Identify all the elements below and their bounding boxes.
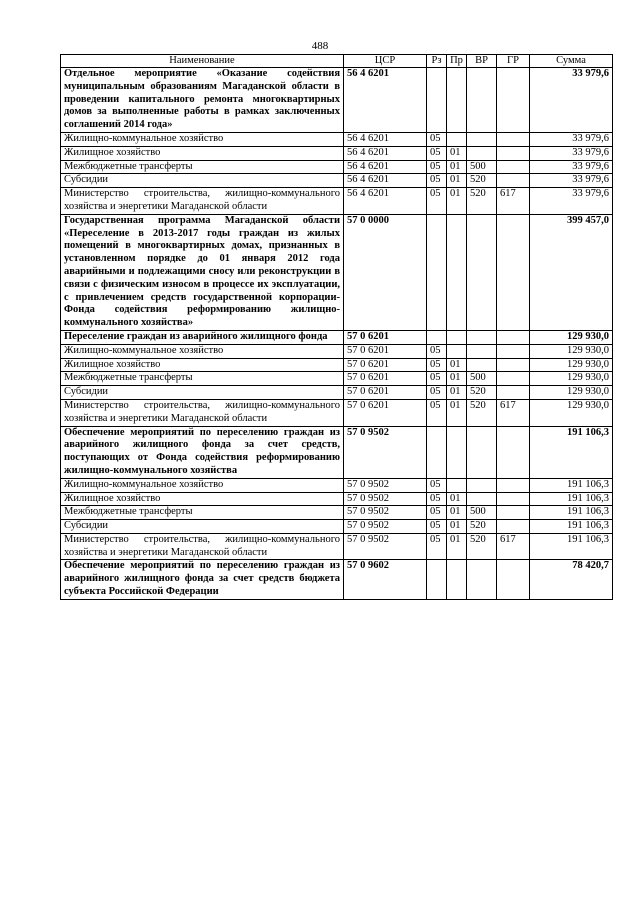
cell-sum: 399 457,0 [530,214,613,330]
cell-vr: 520 [467,533,497,560]
cell-csr: 56 4 6201 [344,188,427,215]
cell-name: Жилищно-коммунальное хозяйство [61,478,344,492]
cell-csr: 57 0 6201 [344,372,427,386]
cell-pr [447,426,467,478]
cell-pr: 01 [447,386,467,400]
table-row [61,399,613,426]
cell-sum: 191 106,3 [530,533,613,560]
cell-vr: 520 [467,174,497,188]
table-row [61,372,613,386]
cell-gr [497,492,530,506]
table-row [61,560,613,599]
table-row [61,214,613,330]
cell-name: Отдельное мероприятие «Оказание содействия муниципальным образованиям Магаданской области в проведении капитального ремонта многоквартирных домов за выполненные работы в рамках заключенных соглашений 2014 года» [61,68,344,133]
cell-csr: 57 0 6201 [344,399,427,426]
cell-vr: 520 [467,188,497,215]
table-row [61,188,613,215]
cell-pr [447,560,467,599]
column-header-gr: ГР [497,55,530,68]
cell-gr [497,68,530,133]
cell-csr: 57 0 9502 [344,520,427,534]
cell-gr [497,560,530,599]
cell-name: Обеспечение мероприятий по переселению граждан из аварийного жилищного фонда за счет средств, поступающих от Фонда содействия реформированию жилищно-коммунального хозяйства [61,426,344,478]
cell-gr [497,174,530,188]
cell-name: Субсидии [61,520,344,534]
cell-pr: 01 [447,533,467,560]
cell-gr [497,386,530,400]
cell-csr: 57 0 6201 [344,330,427,344]
cell-rz: 05 [427,160,447,174]
cell-gr [497,520,530,534]
cell-sum: 129 930,0 [530,399,613,426]
cell-rz: 05 [427,478,447,492]
column-header-sum: Сумма [530,55,613,68]
cell-vr [467,560,497,599]
cell-gr [497,478,530,492]
cell-sum: 191 106,3 [530,492,613,506]
cell-sum: 129 930,0 [530,386,613,400]
cell-name: Переселение граждан из аварийного жилищного фонда [61,330,344,344]
table-row [61,358,613,372]
cell-gr [497,146,530,160]
cell-csr: 56 4 6201 [344,68,427,133]
cell-vr [467,344,497,358]
cell-vr [467,478,497,492]
cell-rz: 05 [427,188,447,215]
cell-sum: 78 420,7 [530,560,613,599]
cell-vr [467,146,497,160]
table-row [61,160,613,174]
cell-gr [497,330,530,344]
cell-pr: 01 [447,174,467,188]
cell-sum: 33 979,6 [530,132,613,146]
cell-rz: 05 [427,132,447,146]
cell-rz: 05 [427,399,447,426]
cell-csr: 57 0 6201 [344,344,427,358]
cell-name: Жилищно-коммунальное хозяйство [61,132,344,146]
cell-vr [467,214,497,330]
cell-sum: 33 979,6 [530,160,613,174]
cell-name: Субсидии [61,386,344,400]
cell-pr [447,330,467,344]
cell-rz [427,560,447,599]
cell-csr: 57 0 9502 [344,533,427,560]
cell-rz: 05 [427,372,447,386]
cell-name: Жилищное хозяйство [61,358,344,372]
table-row [61,533,613,560]
cell-sum: 33 979,6 [530,68,613,133]
cell-sum: 129 930,0 [530,344,613,358]
cell-sum: 33 979,6 [530,174,613,188]
cell-vr: 520 [467,399,497,426]
cell-vr: 500 [467,506,497,520]
cell-csr: 57 0 9502 [344,492,427,506]
table-row [61,492,613,506]
cell-rz [427,330,447,344]
table-body [61,68,613,600]
cell-pr: 01 [447,358,467,372]
cell-pr: 01 [447,372,467,386]
cell-name: Жилищное хозяйство [61,492,344,506]
cell-name: Межбюджетные трансферты [61,160,344,174]
cell-pr [447,132,467,146]
cell-vr [467,492,497,506]
cell-name: Межбюджетные трансферты [61,506,344,520]
table-row [61,520,613,534]
column-header-csr: ЦСР [344,55,427,68]
column-header-name: Наименование [61,55,344,68]
cell-csr: 57 0 6201 [344,386,427,400]
table-row [61,174,613,188]
cell-gr [497,506,530,520]
table-row [61,506,613,520]
table-row [61,146,613,160]
cell-pr [447,344,467,358]
cell-csr: 56 4 6201 [344,146,427,160]
cell-pr: 01 [447,160,467,174]
cell-gr: 617 [497,399,530,426]
cell-sum: 33 979,6 [530,188,613,215]
cell-sum: 129 930,0 [530,358,613,372]
cell-rz: 05 [427,174,447,188]
cell-pr [447,478,467,492]
cell-sum: 33 979,6 [530,146,613,160]
table-row [61,426,613,478]
column-header-vr: ВР [467,55,497,68]
cell-name: Обеспечение мероприятий по переселению граждан из аварийного жилищного фонда за счет средств бюджета субъекта Российской Федерации [61,560,344,599]
cell-gr [497,426,530,478]
cell-gr: 617 [497,533,530,560]
cell-name: Государственная программа Магаданской области «Переселение в 2013-2017 годы граждан из жилых помещений в многоквартирных домах, признанных в установленном порядке до 01 января 2012 года аварийными и подлежащими сносу или реконструкции в связи с физическим износом в процессе их эксплуатации, с привлечением средств государственной корпорации-Фонда содействия реформированию жилищно-коммунального хозяйства» [61,214,344,330]
cell-rz [427,426,447,478]
table-row [61,132,613,146]
cell-vr [467,132,497,146]
cell-gr [497,344,530,358]
cell-rz [427,68,447,133]
cell-csr: 56 4 6201 [344,174,427,188]
cell-gr: 617 [497,188,530,215]
cell-rz: 05 [427,520,447,534]
cell-pr [447,68,467,133]
column-header-rz: Рз [427,55,447,68]
cell-name: Министерство строительства, жилищно-коммунального хозяйства и энергетики Магаданской области [61,188,344,215]
cell-vr: 520 [467,386,497,400]
cell-csr: 56 4 6201 [344,160,427,174]
cell-pr: 01 [447,520,467,534]
cell-gr [497,160,530,174]
cell-pr: 01 [447,506,467,520]
cell-sum: 191 106,3 [530,478,613,492]
table-header-row [61,55,613,68]
cell-vr [467,426,497,478]
cell-sum: 191 106,3 [530,426,613,478]
cell-rz: 05 [427,344,447,358]
cell-gr [497,132,530,146]
cell-rz: 05 [427,386,447,400]
cell-vr: 500 [467,160,497,174]
cell-csr: 57 0 9502 [344,426,427,478]
cell-sum: 129 930,0 [530,330,613,344]
cell-name: Межбюджетные трансферты [61,372,344,386]
table-row [61,386,613,400]
cell-gr [497,358,530,372]
cell-rz: 05 [427,358,447,372]
cell-csr: 56 4 6201 [344,132,427,146]
table-row [61,330,613,344]
cell-vr: 520 [467,520,497,534]
cell-csr: 57 0 9602 [344,560,427,599]
cell-rz: 05 [427,492,447,506]
cell-gr [497,214,530,330]
cell-vr: 500 [467,372,497,386]
cell-csr: 57 0 9502 [344,478,427,492]
cell-pr: 01 [447,492,467,506]
cell-csr: 57 0 6201 [344,358,427,372]
cell-csr: 57 0 0000 [344,214,427,330]
cell-vr [467,68,497,133]
table-row [61,344,613,358]
cell-sum: 191 106,3 [530,506,613,520]
cell-pr [447,214,467,330]
cell-vr [467,330,497,344]
table-row [61,68,613,133]
cell-name: Жилищное хозяйство [61,146,344,160]
cell-name: Субсидии [61,174,344,188]
page-number: 488 [311,40,329,52]
cell-pr: 01 [447,146,467,160]
cell-rz: 05 [427,533,447,560]
cell-name: Министерство строительства, жилищно-коммунального хозяйства и энергетики Магаданской области [61,399,344,426]
cell-sum: 191 106,3 [530,520,613,534]
cell-pr: 01 [447,399,467,426]
cell-sum: 129 930,0 [530,372,613,386]
cell-rz [427,214,447,330]
cell-name: Жилищно-коммунальное хозяйство [61,344,344,358]
cell-gr [497,372,530,386]
column-header-pr: Пр [447,55,467,68]
cell-rz: 05 [427,506,447,520]
cell-csr: 57 0 9502 [344,506,427,520]
table-row [61,478,613,492]
cell-vr [467,358,497,372]
cell-pr: 01 [447,188,467,215]
budget-table [60,54,613,600]
cell-name: Министерство строительства, жилищно-коммунального хозяйства и энергетики Магаданской области [61,533,344,560]
cell-rz: 05 [427,146,447,160]
